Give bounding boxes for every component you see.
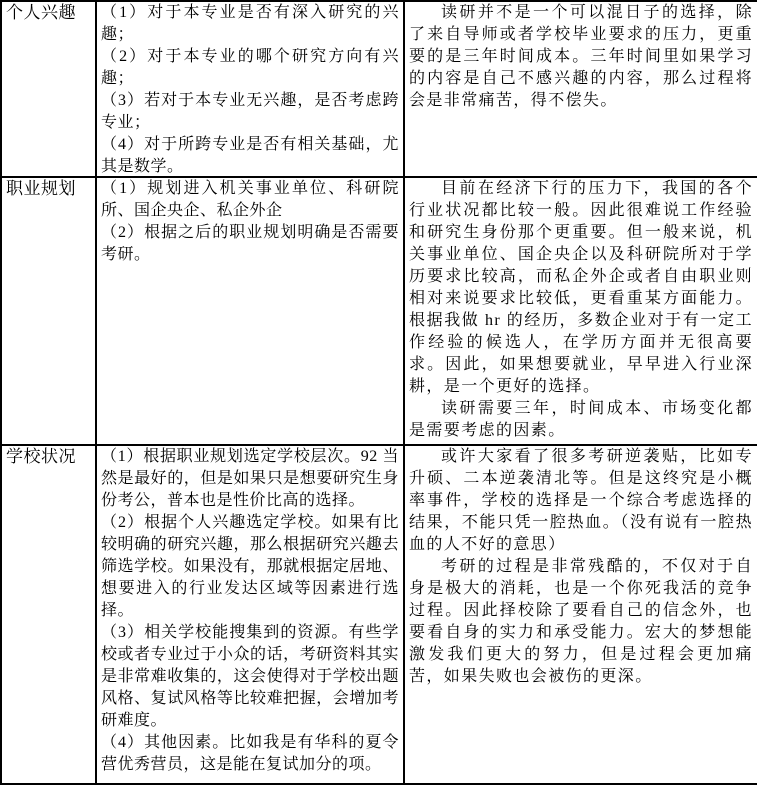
points-cell xyxy=(96,1,404,177)
point-item: （2）根据之后的职业规划明确是否需要考研。 xyxy=(101,224,399,263)
comment-paragraph: 目前在经济下行的压力下，我国的各个行业状况都比较一般。因此很难说工作经验和研究生身份那个更重要。但一般来说，机关事业单位、国企央企以及科研院所对于学历要求比较高，而私企外企或者自由职业则相对来说要求比较低，更看重某方面能力。根据我做 hr 的经历，多数企业对于有一定工作经验的候选人，在学历方面并无很高要求。因此，如果想要就业，早早进入行业深耕，是一个更好的选择。 xyxy=(409,180,753,395)
point-item: （3）若对于本专业无兴趣，是否考虑跨专业； xyxy=(101,92,399,131)
row-label: 职业规划 xyxy=(6,179,76,198)
row-label-cell xyxy=(1,1,96,177)
points-cell xyxy=(96,177,404,445)
row-label: 个人兴趣 xyxy=(6,3,76,22)
table-row-school-situation xyxy=(1,445,757,784)
comment-cell xyxy=(404,445,757,784)
point-item: （4）其他因素。比如我是有华科的夏令营优秀营员，这是能在复试加分的项。 xyxy=(101,734,399,773)
row-label-cell xyxy=(1,445,96,784)
comment-paragraph: 考研的过程是非常残酷的，不仅对于自身是极大的消耗，也是一个你死我活的竞争过程。因此择校除了要看自己的信念外，也要看自身的实力和承受能力。宏大的梦想能激发我们更大的努力，但是过程会更加痛苦，如果失败也会被伤的更深。 xyxy=(409,558,753,685)
comment-paragraph: 或许大家看了很多考研逆袭贴，比如专升硕、二本逆袭清北等。但是这终究是小概率事件，学校的选择是一个综合考虑选择的结果，不能只凭一腔热血。（没有说有一腔热血的人不好的意思） xyxy=(409,448,753,553)
comment-paragraph: 读研需要三年，时间成本、市场变化都是需要考虑的因素。 xyxy=(409,400,753,439)
table-row-personal-interest xyxy=(1,1,757,177)
point-item: （1）对于本专业是否有深入研究的兴趣； xyxy=(101,4,399,43)
point-item: （2）根据个人兴趣选定学校。如果有比较明确的研究兴趣，那么根据研究兴趣去筛选学校。如果没有，那就根据定居地、想要进入的行业发达区域等因素进行选择。 xyxy=(101,514,399,619)
comment-cell xyxy=(404,177,757,445)
point-item: （1）规划进入机关事业单位、科研院所、国企央企、私企外企 xyxy=(101,180,399,219)
comment-cell xyxy=(404,1,757,177)
point-item: （4）对于所跨专业是否有相关基础，尤其是数学。 xyxy=(101,136,399,175)
point-item: （3）相关学校能搜集到的资源。有些学校或者专业过于小众的话，考研资料其实是非常难收集的，这会使得对于学校出题风格、复试风格等比较难把握，会增加考研难度。 xyxy=(101,624,399,729)
point-item: （1）根据职业规划选定学校层次。92 当然是最好的，但是如果只是想要研究生身份考公，普本也是性价比高的选择。 xyxy=(101,448,399,509)
table-row-career-planning xyxy=(1,177,757,445)
point-item: （2）对于本专业的哪个研究方向有兴趣； xyxy=(101,48,399,87)
row-label-cell xyxy=(1,177,96,445)
comment-paragraph: 读研并不是一个可以混日子的选择，除了来自导师或者学校毕业要求的压力，更重要的是三年时间成本。三年时间里如果学习的内容是自己不感兴趣的内容，那么过程将会是非常痛苦，得不偿失。 xyxy=(409,4,753,109)
points-cell xyxy=(96,445,404,784)
row-label: 学校状况 xyxy=(6,447,76,466)
